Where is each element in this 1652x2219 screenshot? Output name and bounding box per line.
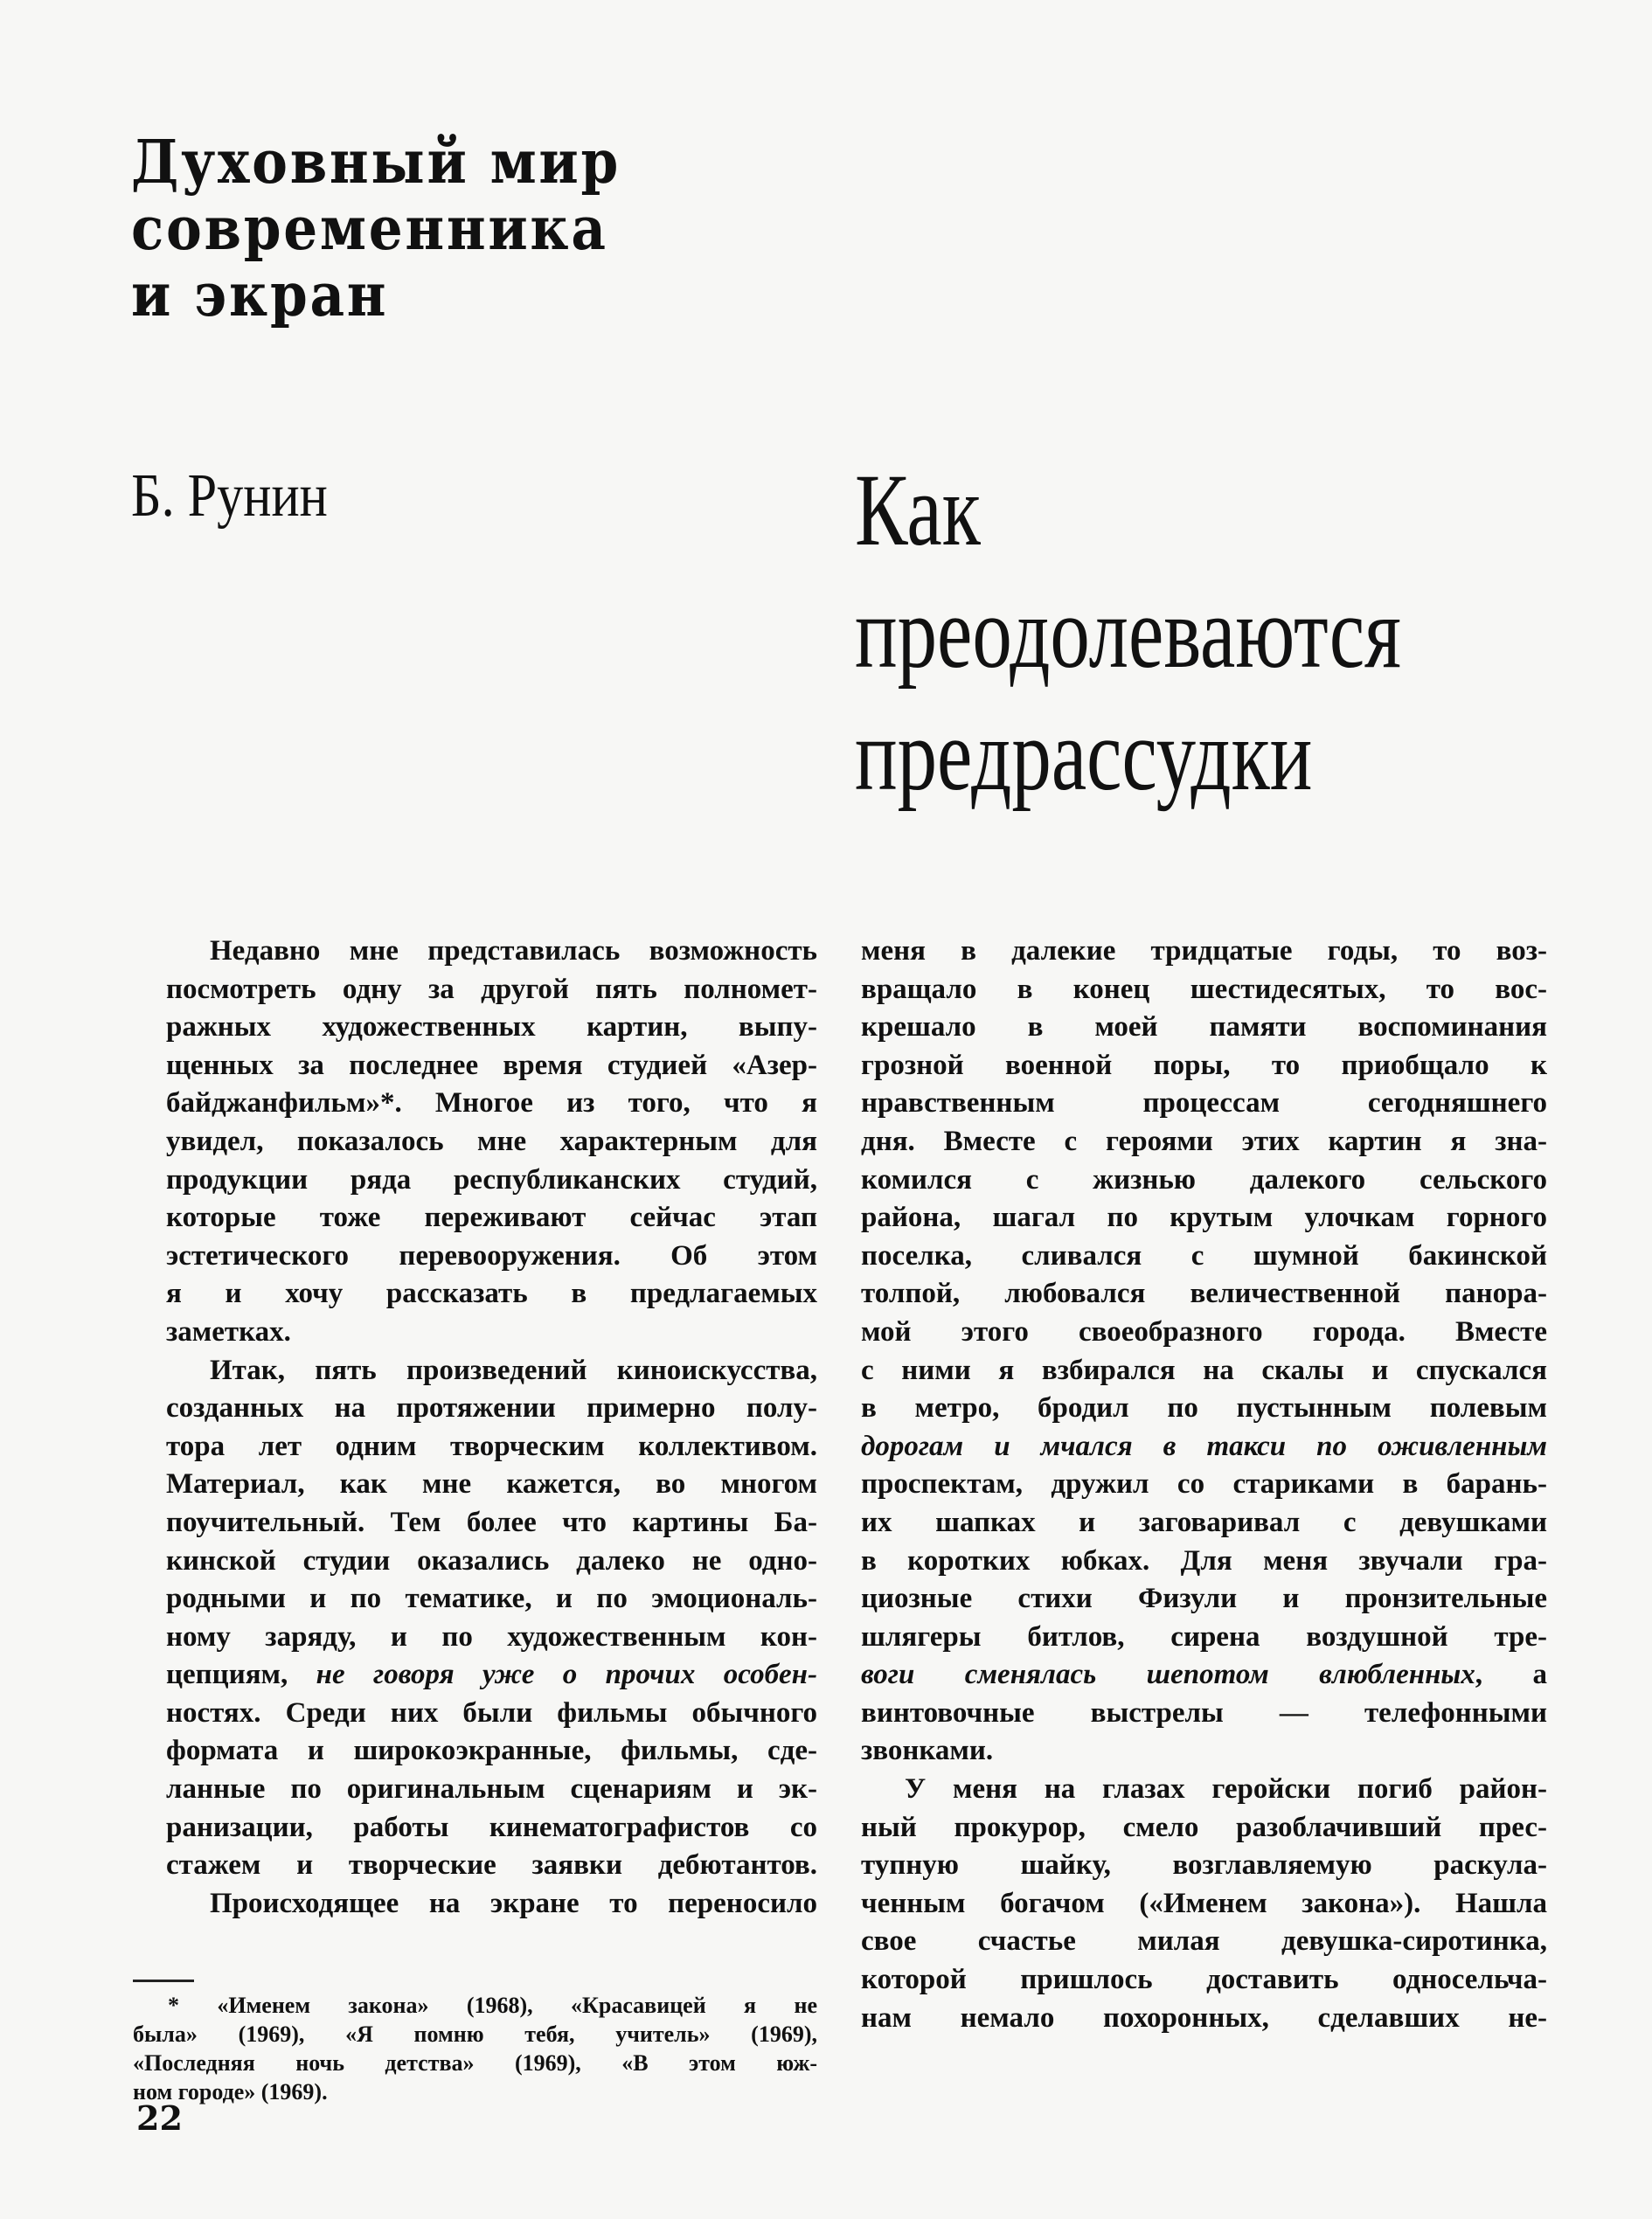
footnote-line: * «Именем закона» (1968), «Красавицей я не [168,1993,817,2018]
text-line: Материал, как мне кажется, во многом [166,1468,817,1501]
text-line: которые тоже переживают сейчас этап [166,1202,817,1234]
text-line: родными и по тематике, и по эмоциональ- [166,1583,817,1615]
text-line: в метро, бродил по пустынным полевым [861,1392,1547,1425]
text-line: крешало в моей памяти воспоминания [861,1011,1547,1044]
text-line: я и хочу рассказать в предлагаемых [166,1278,817,1310]
text-line: их шапках и заговаривал с девушками [861,1506,1547,1538]
text-line: ланные по оригинальным сценариям и эк- [166,1773,817,1806]
text-line [861,1656,1547,1695]
text-line: ченным богачом («Именем закона»). Нашла [861,1887,1547,1919]
text-line: района, шагал по крутым улочкам горного [861,1202,1547,1234]
text-line: Происходящее на экране то переносило [210,1887,817,1919]
text-line: щенных за последнее время студией «Азер- [166,1049,817,1081]
footnote-line: была» (1969), «Я помню тебя, учитель» (1969), [133,2021,817,2047]
footnote-line: ном городе» (1969). [133,2079,328,2105]
text-line: Недавно мне представилась возможность [210,935,817,967]
text-line: циозные стихи Физули и пронзительные [861,1583,1547,1615]
text-line: поселка, сливался с шумной бакинской [861,1239,1547,1272]
italic-text: дорогам и мчался в такси по оживленным [861,1430,1547,1462]
text-line: посмотреть одну за другой пять полномет- [166,973,817,1005]
heading-line: преодолеваются [855,575,1401,690]
text-line [166,1656,817,1695]
text-line: вращало в конец шестидесятых, то вос- [861,973,1547,1005]
text-line: ражных художественных картин, выпу- [166,1011,817,1044]
text-line: меня в далекие тридцатые годы, то воз- [861,935,1547,967]
text-line: созданных на протяжении примерно полу- [166,1392,817,1425]
text-line: стажем и творческие заявки дебютантов. [166,1849,817,1882]
title-line: Духовный мир [131,128,621,198]
text-line: заметках. [166,1315,291,1348]
text-run: цепциям, [166,1659,316,1691]
text-line: тупную шайку, возглавляемую раскула- [861,1849,1547,1882]
body-column-right [861,933,1547,2037]
page-number: 22 [136,2098,183,2138]
title-line: современника [131,194,608,264]
text-line: Итак, пять произведений киноискусства, [210,1354,817,1386]
text-line: продукции ряда республиканских студий, [166,1163,817,1196]
footnote [133,1991,817,2106]
text-line: грозной военной поры, то приобщало к [861,1049,1547,1081]
footnote-divider [133,1980,194,1982]
text-line: звонками. [861,1735,994,1767]
text-line: в коротких юбках. Для меня звучали гра- [861,1544,1547,1577]
text-line: шлягеры битлов, сирена воздушной тре- [861,1620,1547,1653]
text-line: кинской студии оказались далеко не одно- [166,1544,817,1577]
footnote-line: «Последняя ночь детства» (1969), «В этом юж- [133,2050,817,2076]
body-column-left [166,933,817,1923]
title-line: и экран [131,260,389,330]
heading-line: Как [855,453,981,567]
text-line: поучительный. Тем более что картины Ба- [166,1506,817,1538]
article-title [131,129,621,329]
text-line: винтовочные выстрелы — телефонными [861,1696,1547,1729]
text-line: с ними я взбирался на скалы и спускался [861,1354,1547,1386]
text-line: дня. Вместе с героями этих картин я зна- [861,1125,1547,1157]
text-run: , а [1475,1659,1547,1691]
text-line: комился с жизнью далекого сельского [861,1163,1547,1196]
italic-text: не говоря уже о прочих особен- [316,1659,817,1691]
italic-text: воги сменялась шепотом влюбленных [861,1659,1475,1691]
text-line: У меня на глазах геройски погиб район- [905,1773,1547,1806]
text-line: которой пришлось доставить односельча- [861,1964,1547,1996]
text-line: увидел, показалось мне характерным для [166,1125,817,1157]
text-line: ному заряду, и по художественным кон- [166,1620,817,1653]
text-line: мой этого своеобразного города. Вместе [861,1315,1547,1348]
text-line: формата и широкоэкранные, фильмы, сде- [166,1735,817,1767]
text-line [861,1428,1547,1467]
text-line: проспектам, дружил со стариками в барань- [861,1468,1547,1501]
text-line: свое счастье милая девушка-сиротинка, [861,1925,1547,1958]
text-line: ностях. Среди них были фильмы обычного [166,1696,817,1729]
text-line: ранизации, работы кинематографистов со [166,1811,817,1843]
text-line: байджанфильм»*. Многое из того, что я [166,1087,817,1120]
heading-line: предрассудки [855,697,1313,812]
text-line: нравственным процессам сегодняшнего [861,1087,1547,1120]
text-line: эстетического перевооружения. Об этом [166,1239,817,1272]
text-line: нам немало похоронных, сделавших не- [861,2001,1547,2034]
text-line: тора лет одним творческим коллективом. [166,1430,817,1462]
author-name: Б. Рунин [131,462,328,530]
text-line: толпой, любовался величественной панора- [861,1278,1547,1310]
section-heading [855,449,1401,816]
text-line: ный прокурор, смело разоблачивший прес- [861,1811,1547,1843]
